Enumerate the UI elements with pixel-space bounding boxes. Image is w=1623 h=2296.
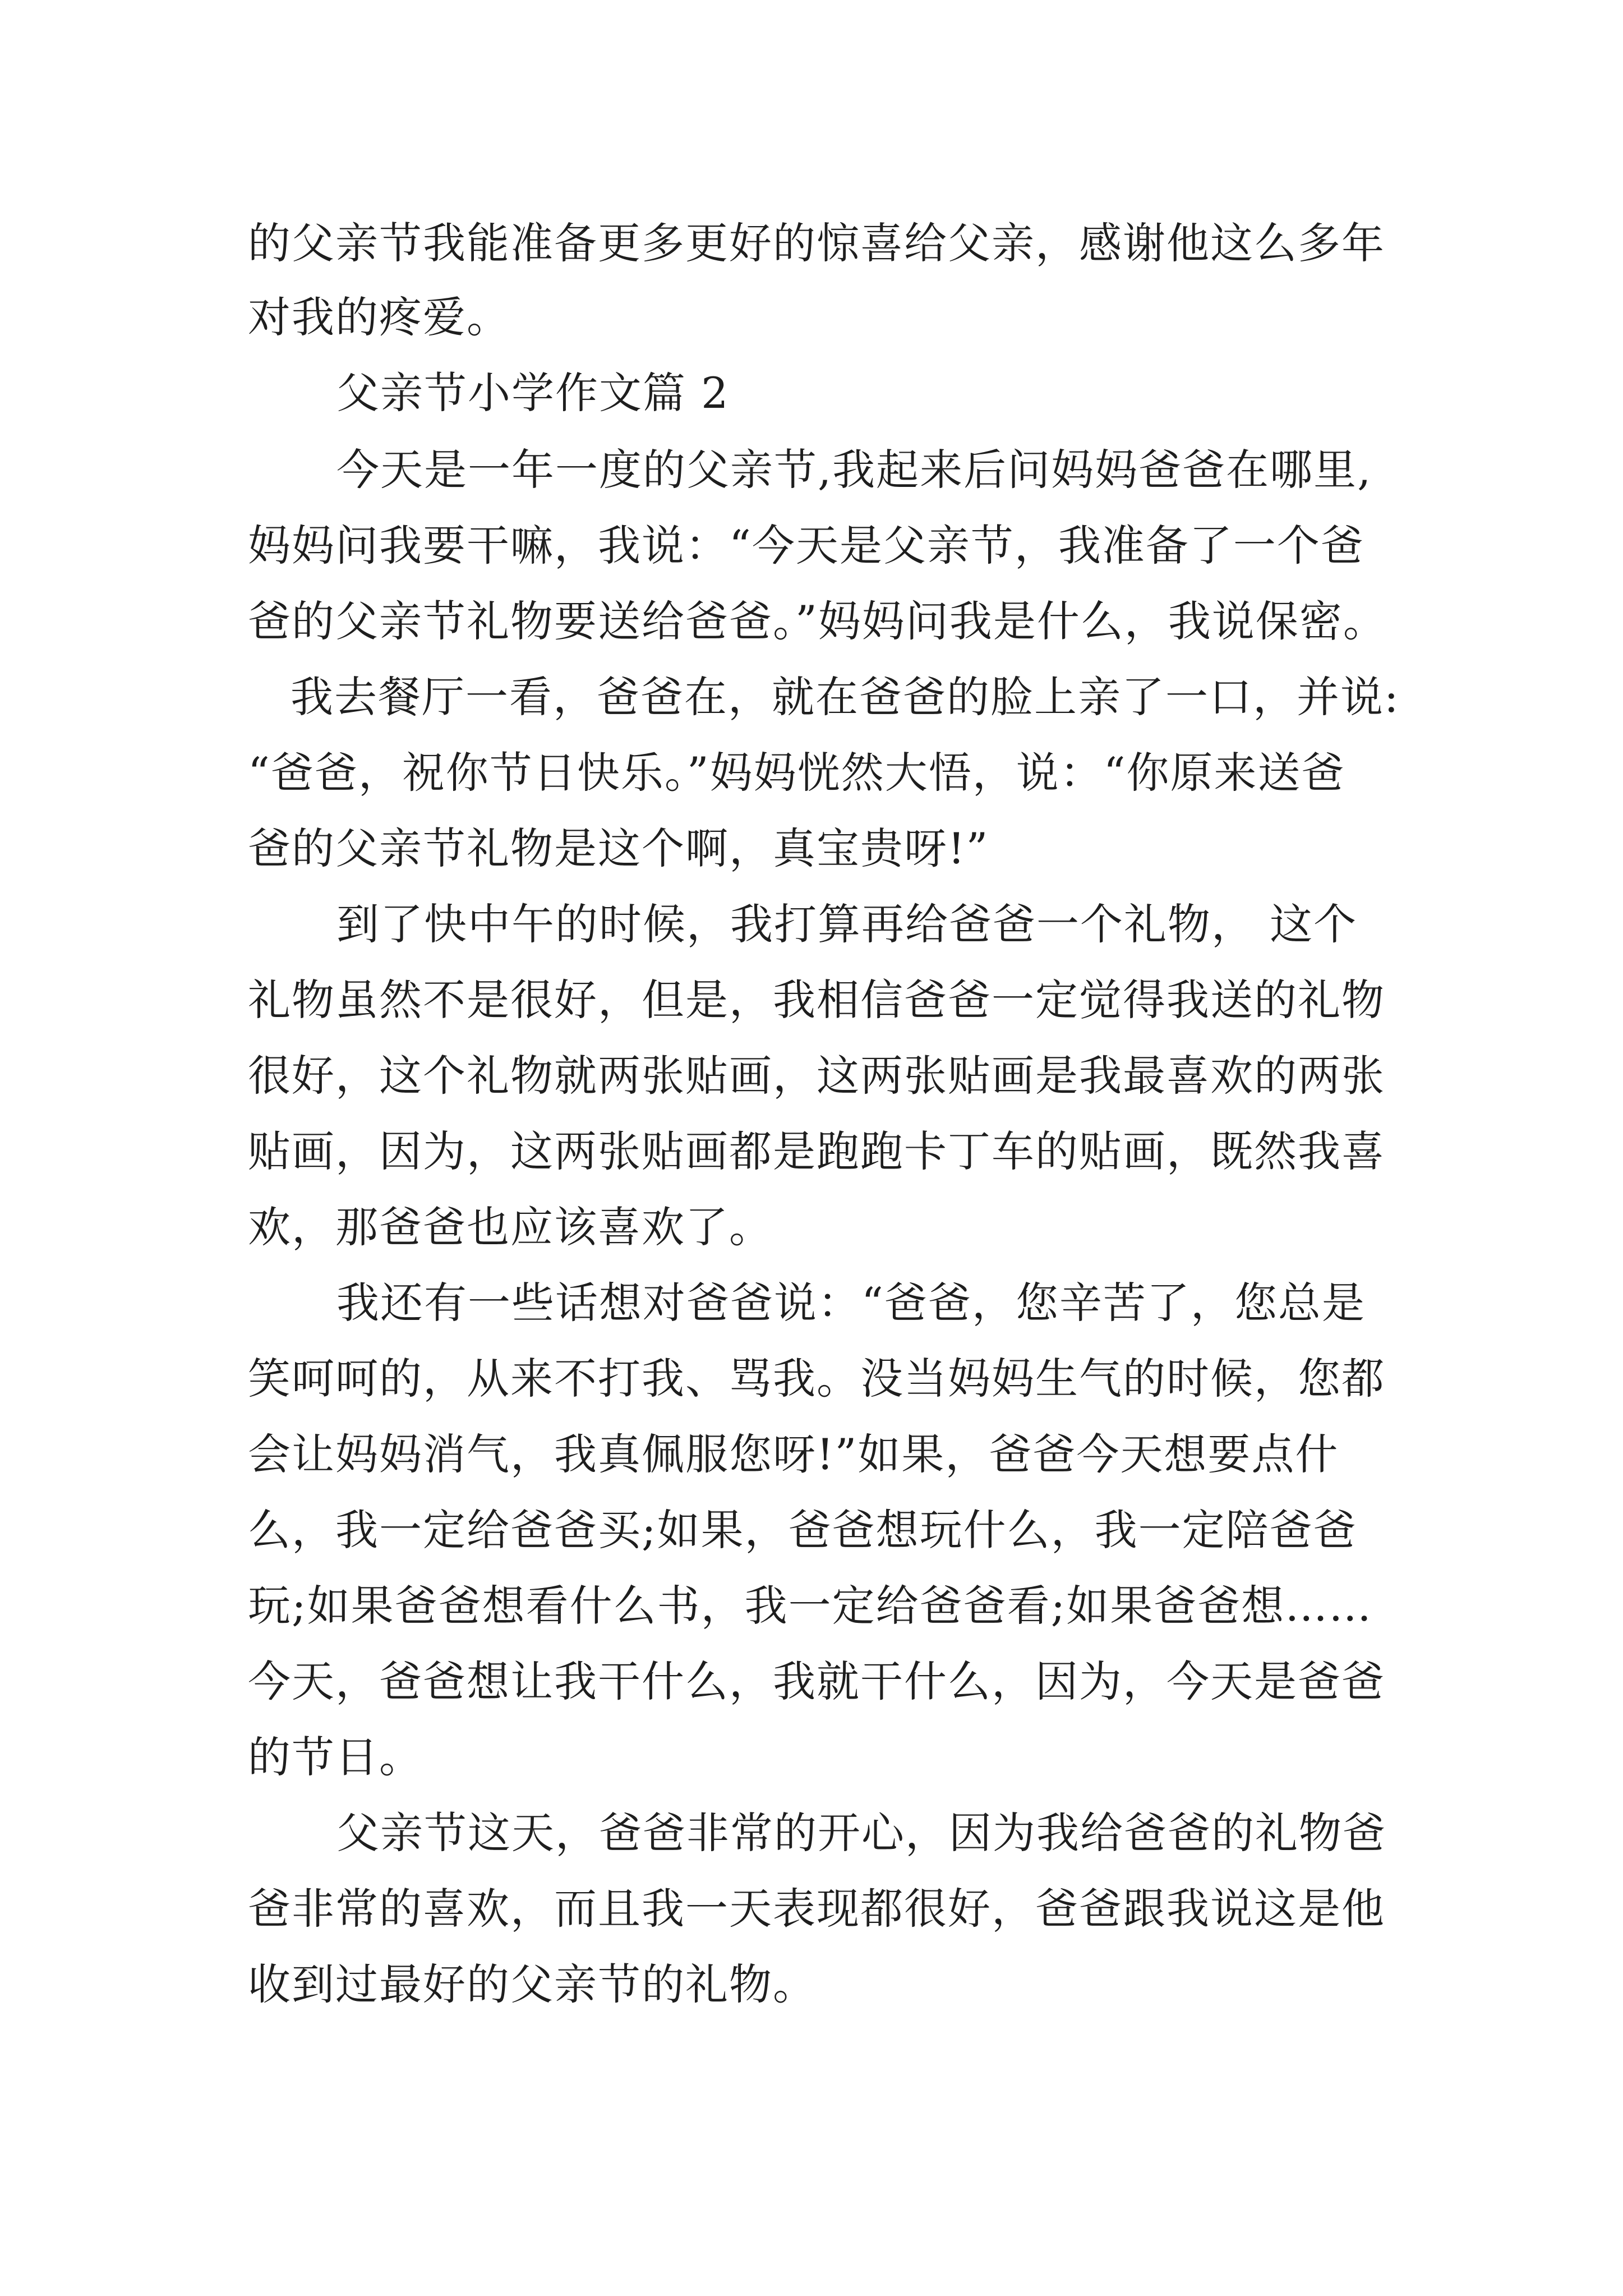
text-line: 很好，这个礼物就两张贴画，这两张贴画是我最喜欢的两张: [248, 1051, 1385, 1101]
text-line: 爸非常的喜欢，而且我一天表现都很好，爸爸跟我说这是他: [248, 1884, 1385, 1934]
text-line: 笑呵呵的，从来不打我、骂我。没当妈妈生气的时候，您都: [248, 1354, 1385, 1404]
section-heading: 父亲节小学作文篇 2: [336, 368, 730, 418]
text-line: 爸的父亲节礼物是这个啊，真宝贵呀!”: [248, 823, 989, 873]
text-line: 今天是一年一度的父亲节,我起来后问妈妈爸爸在哪里,: [336, 445, 1372, 495]
text-line: 玩;如果爸爸想看什么书，我一定给爸爸看;如果爸爸想……: [248, 1581, 1373, 1631]
text-line: 的父亲节我能准备更多更好的惊喜给父亲，感谢他这么多年: [248, 218, 1385, 268]
text-line: 对我的疼爱。: [248, 292, 510, 342]
text-line: 今天，爸爸想让我干什么，我就干什么，因为，今天是爸爸: [248, 1657, 1385, 1706]
text-line: 礼物虽然不是很好，但是，我相信爸爸一定觉得我送的礼物: [248, 975, 1385, 1025]
text-line: 爸的父亲节礼物要送给爸爸。”妈妈问我是什么，我说保密。: [248, 596, 1387, 646]
text-line: 妈妈问我要干嘛，我说：“今天是父亲节，我准备了一个爸: [248, 521, 1364, 570]
text-line: 我还有一些话想对爸爸说：“爸爸，您辛苦了，您总是: [336, 1278, 1366, 1328]
text-line: 会让妈妈消气，我真佩服您呀!”如果，爸爸今天想要点什: [248, 1429, 1339, 1479]
text-line: 欢，那爸爸也应该喜欢了。: [248, 1202, 773, 1252]
text-line: 收到过最好的父亲节的礼物。: [248, 1959, 817, 2009]
text-line: 么，我一定给爸爸买;如果，爸爸想玩什么，我一定陪爸爸: [248, 1505, 1357, 1555]
text-line: “爸爸，祝你节日快乐。”妈妈恍然大悟，说：“你原来送爸: [248, 748, 1345, 798]
text-line: 父亲节这天，爸爸非常的开心，因为我给爸爸的礼物爸: [336, 1808, 1386, 1858]
text-line: 我去餐厅一看，爸爸在，就在爸爸的脸上亲了一口，并说:: [291, 672, 1400, 722]
text-line: 到了快中午的时候，我打算再给爸爸一个礼物， 这个: [336, 899, 1358, 949]
text-line: 的节日。: [248, 1732, 423, 1782]
text-line: 贴画，因为，这两张贴画都是跑跑卡丁车的贴画，既然我喜: [248, 1126, 1385, 1176]
